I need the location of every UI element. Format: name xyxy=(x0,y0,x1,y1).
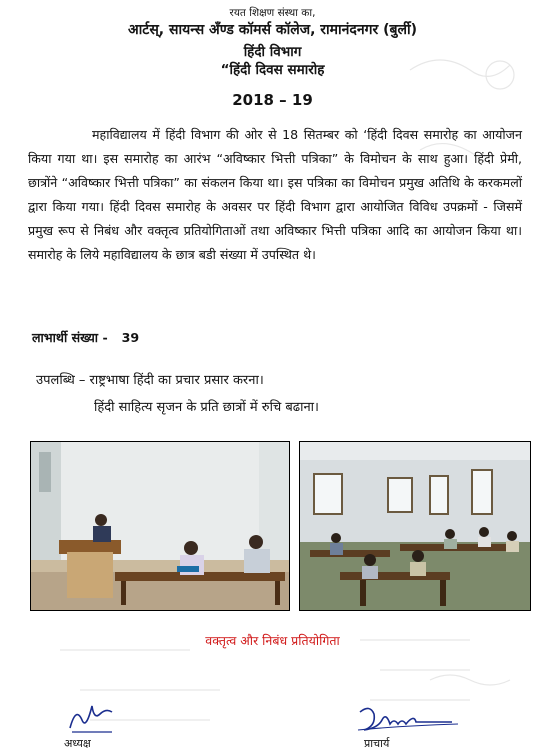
beneficiaries-line xyxy=(32,329,139,346)
event-title: “हिंदी दिवस समारोह xyxy=(220,62,325,78)
beneficiaries-label: लाभार्थी संख्या - xyxy=(32,330,108,345)
department-name: हिंदी विभाग xyxy=(243,44,302,60)
photo-caption: वक्तृत्व और निबंध प्रतियोगिता xyxy=(205,633,340,648)
society-name: रयत शिक्षण संस्था का, xyxy=(229,7,316,19)
achievement-line-1: उपलब्धि – राष्ट्रभाषा हिंदी का प्रचार प्रसार करना। xyxy=(36,373,264,388)
principal-label: प्राचार्य xyxy=(364,737,390,750)
report-paragraph: महाविद्यालय में हिंदी विभाग की ओर से 18 सितम्बर को ‘हिंदी दिवस समारोह का आयोजन किया गया था। इस समारोह का आरंभ “अविष्कार भित्ती पत्रिका” के विमोचन के साथ हुआ। हिंदी प्रेमी, छात्रोंने “अविष्कार भित्ती पत्रिका” का संकलन किया था। इस पत्रिका का विमोचन प्रमुख अतिथि के करकमलों द्वारा किया गया। हिंदी दिवस समारोह के अवसर पर हिंदी विभाग द्वारा आयोजित विविध उपक्रमों - जिसमें प्रमुख रूप से निबंध और वक्तृत्व प्रतियोगिताओं तथा अविष्कार भित्ती पत्रिका आदि का आयोजन किया था। समारोह के लिये महाविद्यालय के छात्र बडी संख्या में उपस्थित थे। xyxy=(28,127,522,262)
college-name: आर्टस्, सायन्स अँण्ड कॉमर्स कॉलेज, रामानंदनगर (बुर्ली) xyxy=(127,22,418,38)
event-photo-classroom xyxy=(299,441,531,611)
principal-signature xyxy=(356,702,466,736)
beneficiaries-count: 39 xyxy=(121,330,140,345)
chairman-signature xyxy=(66,700,126,736)
chairman-label: अध्यक्ष xyxy=(64,737,91,750)
achievement-line-2: हिंदी साहित्य सृजन के प्रति छात्रों में रुचि बढाना। xyxy=(94,400,319,415)
academic-year: 2018 – 19 xyxy=(232,91,313,109)
event-photo-stage xyxy=(30,441,290,611)
